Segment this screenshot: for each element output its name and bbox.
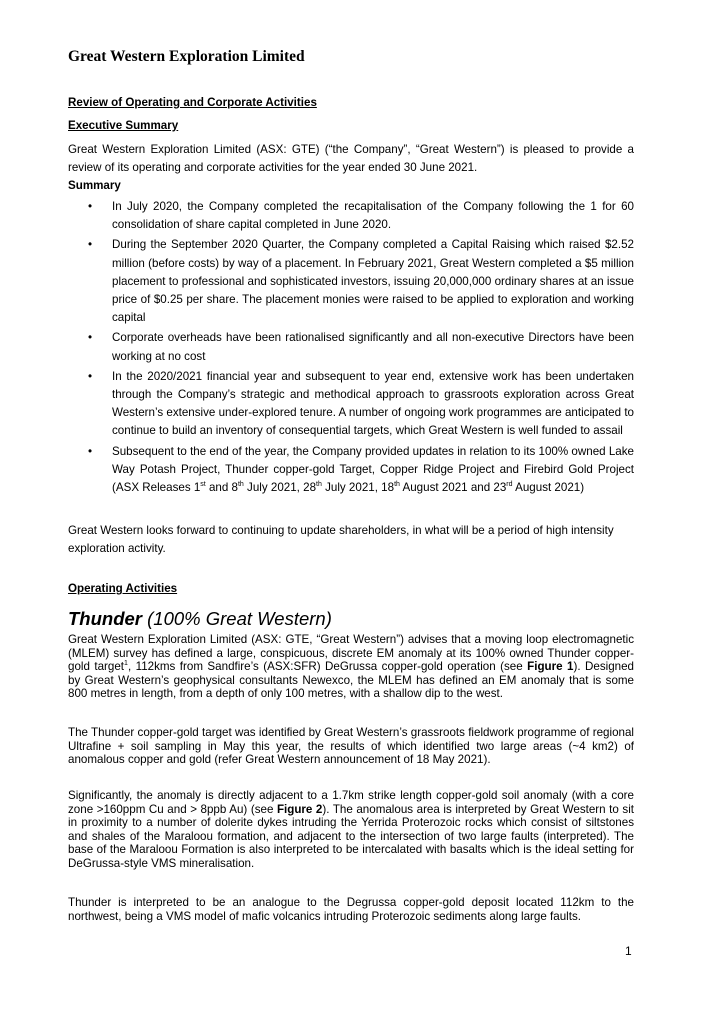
executive-summary-heading: Executive Summary [68, 119, 179, 132]
summary-bullet-item [68, 236, 634, 327]
summary-heading: Summary [68, 179, 121, 192]
bullet-icon: • [88, 200, 93, 213]
bullet-icon: • [88, 331, 93, 345]
bullet-text: In the 2020/2021 financial year and subsequent to year end, extensive work has been undertaken through the Company’s strategic and methodical approach to grassroots exploration across Great Western’s extensive under-explored tenure. A number of ongoing work programmes are anticipated to continue to build an inventory of consequential targets, which Great Western is well funded to assail [112, 369, 634, 438]
company-header: Great Western Exploration Limited [68, 48, 305, 65]
bullet-text: Subsequent to the end of the year, the Company provided updates in relation to its 100% owned Lake Way Potash Project, Thunder copper-gold Target, Copper Ridge Project and Firebird Gold Project (ASX Releases 1st and 8th July 2021, 28th July 2021, 18th August 2021 and 23rd August 2021) [112, 444, 634, 495]
summary-bullet-item [68, 443, 634, 498]
thunder-paragraph-2: The Thunder copper-gold target was identified by Great Western’s grassroots fieldwork programme of regional Ultrafine + soil sampling in May this year, the results of which identified two large areas (~4 km2) of anomalous copper and gold (refer Great Western announcement of 18 May 2021). [68, 726, 634, 767]
bullet-text: In July 2020, the Company completed the recapitalisation of the Company following the 1 for 60 consolidation of share capital completed in June 2020. [112, 200, 634, 232]
review-heading: Review of Operating and Corporate Activities [68, 96, 317, 109]
bullet-icon: • [88, 369, 93, 383]
bullet-icon: • [88, 238, 93, 252]
bullet-icon: • [88, 444, 93, 458]
closing-paragraph: Great Western looks forward to continuing to update shareholders, in what will be a period of high intensity exploration activity. [68, 524, 614, 556]
bullet-text: During the September 2020 Quarter, the Company completed a Capital Raising which raised $2.52 million (before costs) by way of a placement. In February 2021, Great Western completed a $5 million placement to professional and sophisticated investors, issuing 20,000,000 ordinary shares at an issue price of $0.25 per share. The placement monies were raised to be applied to exploration and working capital [112, 238, 634, 325]
thunder-title: Thunder (100% Great Western) [68, 608, 332, 629]
bullet-text: Corporate overheads have been rationalised significantly and all non-executive Directors have been working at no cost [112, 331, 634, 363]
summary-bullet-item [68, 368, 634, 441]
thunder-paragraph-4: Thunder is interpreted to be an analogue to the Degrussa copper-gold deposit located 112km to the northwest, being a VMS model of mafic volcanics intruding Proterozoic sediments along large faults. [68, 896, 634, 923]
thunder-paragraph-3: Significantly, the anomaly is directly adjacent to a 1.7km strike length copper-gold soil anomaly (with a core zone >160ppm Cu and > 8ppb Au) (see Figure 2). The anomalous area is interpreted by Great Western to sit in proximity to a number of dolerite dykes intruding the Yerrida Proterozoic rocks which consist of siltstones and shales of the Maraloou formation, and adjacent to the intersection of two large faults (interpreted). The base of the Maraloou Formation is also interpreted to be intercalated with basalts which is the ideal setting for DeGrussa-style VMS mineralisation. [68, 789, 634, 870]
summary-bullet-item [68, 329, 634, 365]
thunder-paragraph-1: Great Western Exploration Limited (ASX: GTE, “Great Western”) advises that a moving loop electromagnetic (MLEM) survey has defined a large, conspicuous, discrete EM anomaly at its 100% owned Thunder copper-gold target$^1$, 112kms from Sandfire’s (ASX:SFR) DeGrussa copper-gold operation (see Figure 1). Designed by Great Western’s geophysical consultants Newexco, the MLEM has defined an EM anomaly that is some 800 metres in length, from a depth of only 100 metres, with a shallow dip to the west. [68, 633, 634, 701]
summary-bullet-item [68, 198, 634, 234]
page-number: 1 [625, 944, 632, 958]
executive-summary-text: Great Western Exploration Limited (ASX: GTE) (“the Company”, “Great Western”) is pleased to provide a review of its operating and corporate activities for the year ended 30 June 2021. [68, 143, 634, 175]
summary-bullet-list [68, 198, 634, 499]
operating-activities-heading: Operating Activities [68, 582, 178, 595]
